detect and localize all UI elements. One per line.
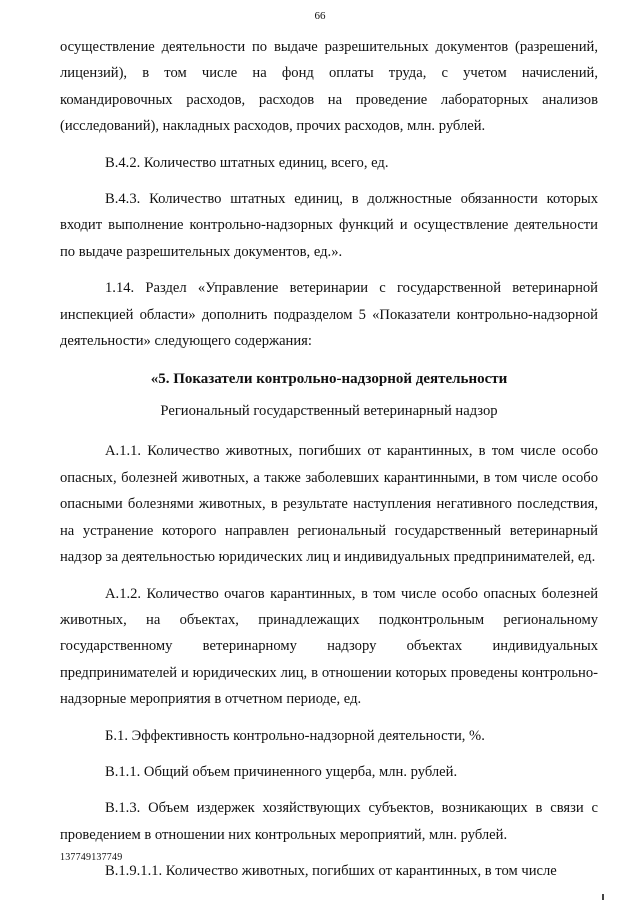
paragraph-v-4-3: В.4.3. Количество штатных единиц, в должностные обязанности которых входит выполнение контрольно-надзорных функций и осуществление деятельности по выдаче разрешительных документов, ед.». — [60, 191, 598, 260]
document-code: 137749137749 — [60, 852, 123, 863]
paragraph-v-1-3: В.1.3. Объем издержек хозяйствующих субъектов, возникающих в связи с проведением в отношении них контрольных мероприятий, млн. рублей. — [60, 800, 598, 843]
paragraph-a-1-2: А.1.2. Количество очагов карантинных, в том числе особо опасных болезней животных, на объектах, принадлежащих подконтрольным региональному государственному ветеринарному надзору объектах индивидуальных предпринимателей и юридических лиц, в отношении которых проведены контрольно-надзорные мероприятия в отчетном периоде, ед. — [60, 585, 598, 708]
paragraph-continuation: осуществление деятельности по выдаче разрешительных документов (разрешений, лицензий), в том числе на фонд оплаты труда, с учетом начислений, командировочных расходов, расходов на проведение лабораторных анализов (исследований), накладных расходов, прочих расходов, млн. рублей. — [60, 39, 598, 135]
paragraph-b-1: Б.1. Эффективность контрольно-надзорной деятельности, %. — [105, 727, 485, 744]
paragraph-v-4-2: В.4.2. Количество штатных единиц, всего, ед. — [105, 154, 389, 171]
paragraph-a-1-1: А.1.1. Количество животных, погибших от карантинных, в том числе особо опасных, болезней животных, а также заболевших карантинными, в том числе особо опасными болезнями животных, в результате наступления негативного последствия, на устранение которого направлен региональный государственный ветеринарный надзор за деятельностью юридических лиц и индивидуальных предпринимателей, ед. — [60, 443, 598, 566]
section-subheading: Региональный государственный ветеринарный надзор — [160, 403, 498, 420]
document-body — [60, 34, 598, 885]
paragraph-v-1-1: В.1.1. Общий объем причиненного ущерба, млн. рублей. — [105, 763, 458, 780]
paragraph-v-1-9-1-1: В.1.9.1.1. Количество животных, погибших от карантинных, в том числе — [105, 863, 557, 880]
section-heading: «5. Показатели контрольно-надзорной деятельности — [150, 371, 508, 388]
paragraph-1-14: 1.14. Раздел «Управление ветеринарии с государственной ветеринарной инспекцией области» дополнить подразделом 5 «Показатели контрольно-надзорной деятельности» следующего содержания: — [60, 280, 598, 350]
scan-mark — [602, 894, 604, 900]
page-number: 66 — [314, 10, 326, 22]
